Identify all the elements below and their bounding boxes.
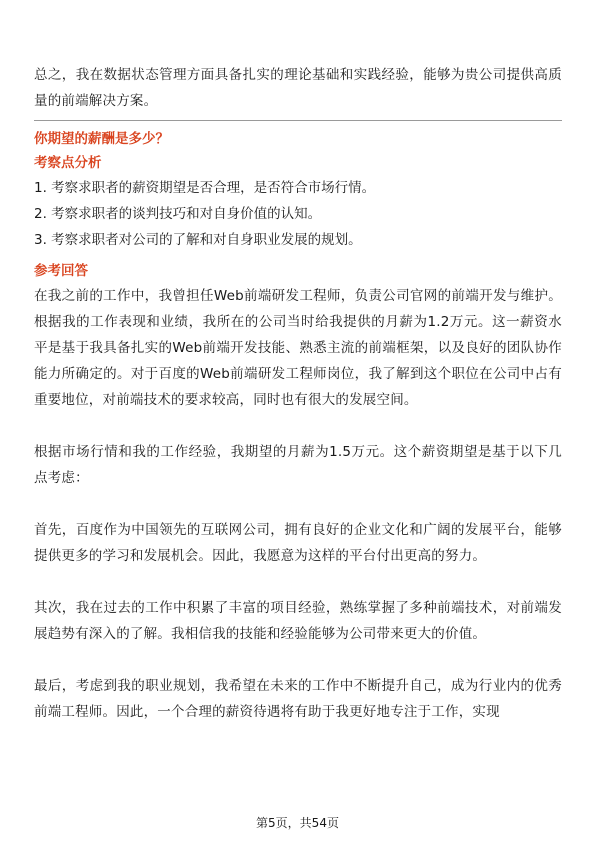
paragraph-spacer	[34, 647, 562, 673]
paragraph-spacer	[34, 413, 562, 439]
answer-paragraph: 在我之前的工作中，我曾担任Web前端研发工程师，负责公司官网的前端开发与维护。根据我的工作表现和业绩，我所在的公司当时给我提供的月薪为1.2万元。这一薪资水平是基于我具备扎实的Web前端开发技能、熟悉主流的前端框架，以及良好的团队协作能力所确定的。对于百度的Web前端研发工程师岗位，我了解到这个职位在公司中占有重要地位，对前端技术的要求较高，同时也有很大的发展空间。	[34, 288, 562, 408]
conclusion-paragraph: 总之，我在数据状态管理方面具备扎实的理论基础和实践经验，能够为贵公司提供高质量的前端解决方案。	[34, 67, 562, 109]
analysis-title: 考察点分析	[34, 155, 102, 171]
paragraph-spacer	[34, 491, 562, 517]
answer-paragraph: 根据市场行情和我的工作经验，我期望的月薪为1.5万元。这个薪资期望是基于以下几点考虑：	[34, 444, 562, 486]
analysis-point: 2. 考察求职者的谈判技巧和对自身价值的认知。	[34, 206, 322, 222]
section-divider	[34, 120, 562, 121]
paragraph-spacer	[34, 569, 562, 595]
page-number: 第5页，共54页	[256, 816, 339, 830]
question-heading: 你期望的薪酬是多少？	[34, 131, 169, 147]
analysis-point: 1. 考察求职者的薪资期望是否合理，是否符合市场行情。	[34, 180, 376, 196]
document-page	[34, 62, 562, 725]
answer-title: 参考回答	[34, 263, 88, 279]
analysis-point: 3. 考察求职者对公司的了解和对自身职业发展的规划。	[34, 232, 362, 248]
answer-paragraph: 首先，百度作为中国领先的互联网公司，拥有良好的企业文化和广阔的发展平台，能够提供更多的学习和发展机会。因此，我愿意为这样的平台付出更高的努力。	[34, 522, 562, 564]
answer-paragraph: 最后，考虑到我的职业规划，我希望在未来的工作中不断提升自己，成为行业内的优秀前端工程师。因此，一个合理的薪资待遇将有助于我更好地专注于工作，实现	[34, 678, 562, 720]
answer-paragraph: 其次，我在过去的工作中积累了丰富的项目经验，熟练掌握了多种前端技术，对前端发展趋势有深入的了解。我相信我的技能和经验能够为公司带来更大的价值。	[34, 600, 562, 642]
